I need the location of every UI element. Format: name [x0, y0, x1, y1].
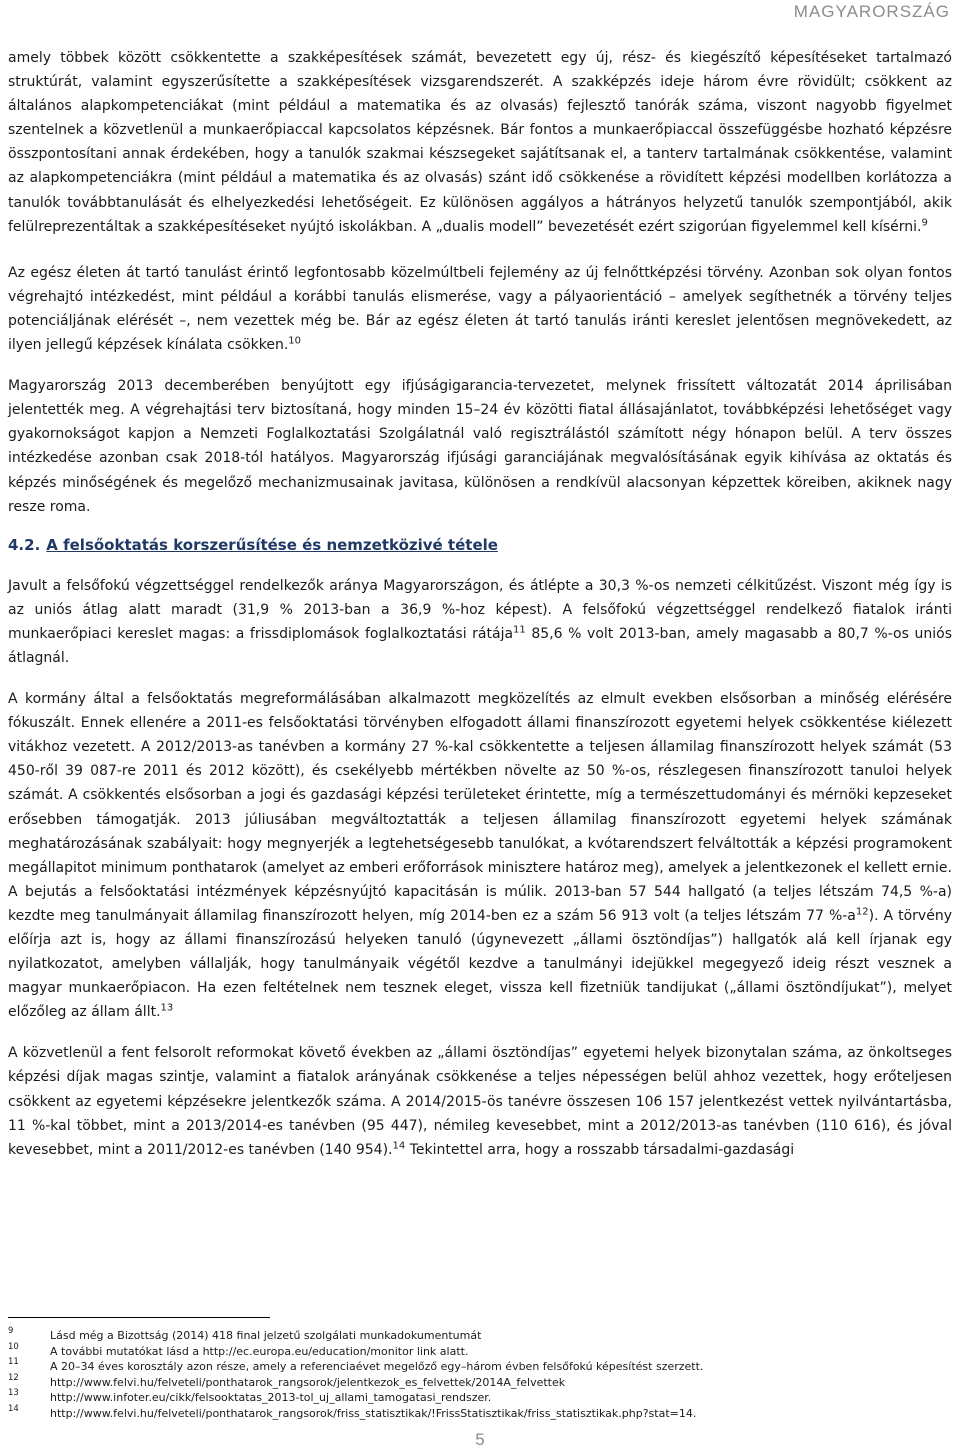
footnote-link[interactable]: http://www.felvi.hu/felveteli/ponthatarok_rangsorok/jelentkezok_es_felvettek/2014A_felvettek [50, 1375, 566, 1389]
paragraph-higher-education-reform [8, 687, 952, 1024]
footnote-number: 14 [8, 1403, 19, 1414]
paragraph-text: Tekintettel arra, hogy a rosszabb társadalmi-gazdasági [405, 1141, 795, 1158]
footnote-text[interactable]: A további mutatókat lásd a http://ec.europa.eu/education/monitor link alatt. [50, 1344, 469, 1358]
footnote-reference[interactable]: 14 [392, 1140, 406, 1152]
footnote-number: 10 [8, 1341, 19, 1352]
page-number: 5 [475, 1430, 485, 1449]
footnote-link[interactable]: http://www.infoter.eu/cikk/felsooktatas_2013-tol_uj_allami_tamogatasi_rendszer. [50, 1391, 492, 1404]
footnote-text: A 20–34 éves korosztály azon része, amely a referenciaévet megelőző egy–három évben felsőfokú képesítést szerzett. [50, 1360, 704, 1373]
paragraph-text: Javult a felsőfokú végzettséggel rendelkezők aránya Magyarországon, és átlépte a 30,3 %-os nemzeti célkitűzést. Viszont még így is az uniós átlag alatt maradt (31,9 % 2013-ban a 36,9 %-hoz képest). A felsőfokú végzettséggel rendelkező fiatalok iránti munkaerőpiaci kereslet magas: a frissdiplomások foglalkoztatási rátája [8, 577, 952, 642]
footnote [8, 1372, 952, 1391]
paragraph-youth-guarantee [8, 374, 952, 519]
section-number: 4.2. [8, 535, 41, 554]
section-heading [8, 536, 952, 554]
paragraph-text: Magyarország 2013 decemberében benyújtott egy ifjúságigarancia-tervezetet, melynek frissített változatát 2014 áprilisában jelentették meg. A végrehajtási terv biztosítaná, hogy minden 15–24 év közötti fiatal állásajánlatot, továbbképzési lehetőséget vagy gyakornokságot kapjon a Nemzeti Foglalkoztatási Szolgálatnál való regisztrálástól számított négy hónapon belül. A terv összes intézkedése azonban csak 2018-tól hatályos. Magyarország ifjúsági garanciájának megvalósításának egyik kihívása az oktatás és képzés minőségének és megelőző mechanizmusainak javitasa, különösen a rendkívül alacsonyan képzettek köreiben, akiknek nagy resze roma. [8, 378, 952, 515]
footnote-reference[interactable]: 11 [513, 624, 526, 636]
footnote-number: 13 [8, 1388, 19, 1398]
footnote [8, 1328, 952, 1344]
paragraph-text: A kormány által a felsőoktatás megreformálásában alkalmazott megközelítés az elmult evekben elsősorban a minőség elérésére fókuszált. Ennek ellenére a 2011-es felsőoktatási törvényben elfogadott állami finanszírozott egyetemi helyek csökkentése kiélezett vitákhoz vezetett. A 2012/2013-as tanévben a kormány 27 %-kal csökkentette a teljesen államilag finanszírozott helyek számát (53 450-ről 39 087-re 2011 és 2012 között), és csekélyebb mértékben növelte az 50 %-os, részlegesen finanszírozott tanuloi helyek számát. A csökkentés elsősorban a jogi és gazdasági képzési területeket érintette, míg a természettudományi és mérnöki kepzeseket erősebben támogatják. 2013 júliusában megváltoztatták a teljesen államilag finanszírozott egyetemi helyek számának meghatározásának szabályait: hogy megnyerjék a legtehetségesebb tanulókat, a kvótarendszert felváltották a képzési programokent megállapitot minimum ponthatarok (amelyet az emberi erőforrások minisztere határoz meg), amelyek a jelentkezonek el kellett ernie. A bejutás a felsőoktatási intézmények képzésnyújtó kapacitásán is múlik. 2013-ban 57 544 hallgató (a teljes létszám 74,5 %-a) kezdte meg tanulmányait államilag finanszírozott helyen, míg 2014-ben ez a szám 56 913 volt (a teljes létszám 77 %-a [8, 691, 952, 924]
footnote-number: 11 [8, 1357, 19, 1367]
footnote-reference[interactable]: 9 [921, 217, 928, 228]
footnote-text: Lásd még a Bizottság (2014) 418 final jelzetű szolgálati munkadokumentumát [50, 1329, 482, 1342]
footnote-link[interactable]: http://www.felvi.hu/felveteli/ponthatarok_rangsorok/friss_statisztikak/!FrissStatisztikak/friss_statisztikak.php?stat=14. [50, 1406, 697, 1420]
document-body [8, 46, 952, 1179]
paragraph-text: 85,6 % volt 2013-ban, amely magasabb a 80,7 %-os uniós átlagnál. [8, 625, 952, 666]
footnote [8, 1403, 952, 1422]
paragraph-lifelong-learning [8, 261, 952, 357]
paragraph-text: amely többek között csökkentette a szakképesítések számát, bevezetett egy új, rész- és kiegészítő képesítéseket tartalmazó struktúrát, valamint egyszerűsítette a szakképesítések vizsgarendszerét. A szakképzés ideje három évre rövidült; csökkent az általános alapkompetenciákat (mint például a matematika és az olvasás) fejlesztő tanórák száma, viszont nagyobb figyelmet szentelnek a közvetlenül a munkaerőpiaccal kapcsolatos képzésnek. Bár fontos a munkaerőpiaccal összefüggésbe hozható képzésre összpontosítani annak érdekében, hogy a tanulók szakmai készsegeket sajátítsanak el, a tanterv tartalmának csökkentése, valamint az alapkompetenciákra (mint például a matematika és az olvasás) szánt idő csökkenése a rövidített képzési modellben korlátozza a tanulók továbbtanulását és elhelyezkedési lehetőségeit. Ez különösen aggályos a hátrányos helyzetű tanulók szempontjából, akik felülreprezentáltak a szakképesítéseket nyújtó iskolákban. A „dualis modell” bevezetését ezért szigorúan figyelemmel kell kísérni. [8, 50, 952, 235]
footnote-number: 9 [8, 1326, 14, 1336]
paragraph-vocational-training [8, 46, 952, 239]
page-header-title: MAGYARORSZÁG [793, 2, 950, 21]
paragraph-text: A közvetlenül a fent felsorolt reformokat követő években az „állami ösztöndíjas” egyetemi helyek bizonytalan száma, az önkoltseges képzési díjak magas szintje, valamint a fiatalok arányának csökkenése a teljes népességen belül ahhoz vezettek, hogy erőteljesen csökkent az egyetemi képzésekre jelentkezők száma. A 2014/2015-ös tanévre összesen 106 157 jelentkezést vettek nyilvántartásba, 11 %-kal többet, mint a 2013/2014-es tanévben (95 447), némileg kevesebbet, mint a 2012/2013-as tanévben (110 616), és jóval kevesebbet, mint a 2011/2012-es tanévben (140 954). [8, 1045, 952, 1158]
paragraph-tertiary-attainment [8, 574, 952, 670]
paragraph-text: Az egész életen át tartó tanulást érintő legfontosabb közelmúltbeli fejlemény az új felnőttképzési törvény. Azonban sok olyan fontos végrehajtó intézkedést, mint például a korábbi tanulás elismerése, vagy a pályaorientáció – amelyek segíthetnék a törvény teljes potenciáljának elérését –, nem vezettek még be. Bár az egész életen át tartó tanulás iránti kereslet jelentősen megnövekedett, az ilyen jellegű képzések kínálata csökken. [8, 264, 952, 354]
footnote-reference[interactable]: 10 [288, 335, 302, 347]
paragraph-text: ). A törvény előírja azt is, hogy az állami finanszírozású helyeken tanuló (úgynevezett „állami ösztöndíjas”) hallgatók alá kell írjanak egy nyilatkozatot, amelyben vállalják, hogy tanulmányaik végétől kezdve a tanulmányi idejükkel megegyező ideig részt vesznek a magyar munkaerőpiacon. Ha ezen feltételnek nem tesznek eleget, vissza kell fizetniük tandijukat („állami ösztöndíjukat”), melyet előzőleg az állam állt. [8, 907, 952, 1021]
paragraph-applications [8, 1041, 952, 1161]
footnote [8, 1359, 952, 1375]
footnote-reference[interactable]: 12 [855, 906, 869, 918]
footnote-separator [8, 1317, 270, 1318]
footnote [8, 1341, 952, 1360]
footnotes-section [8, 1328, 952, 1421]
section-title: A felsőoktatás korszerűsítése és nemzetközivé tétele [46, 535, 498, 554]
footnote-number: 12 [8, 1372, 19, 1383]
footnote-reference[interactable]: 13 [160, 1002, 174, 1014]
footnote [8, 1390, 952, 1406]
